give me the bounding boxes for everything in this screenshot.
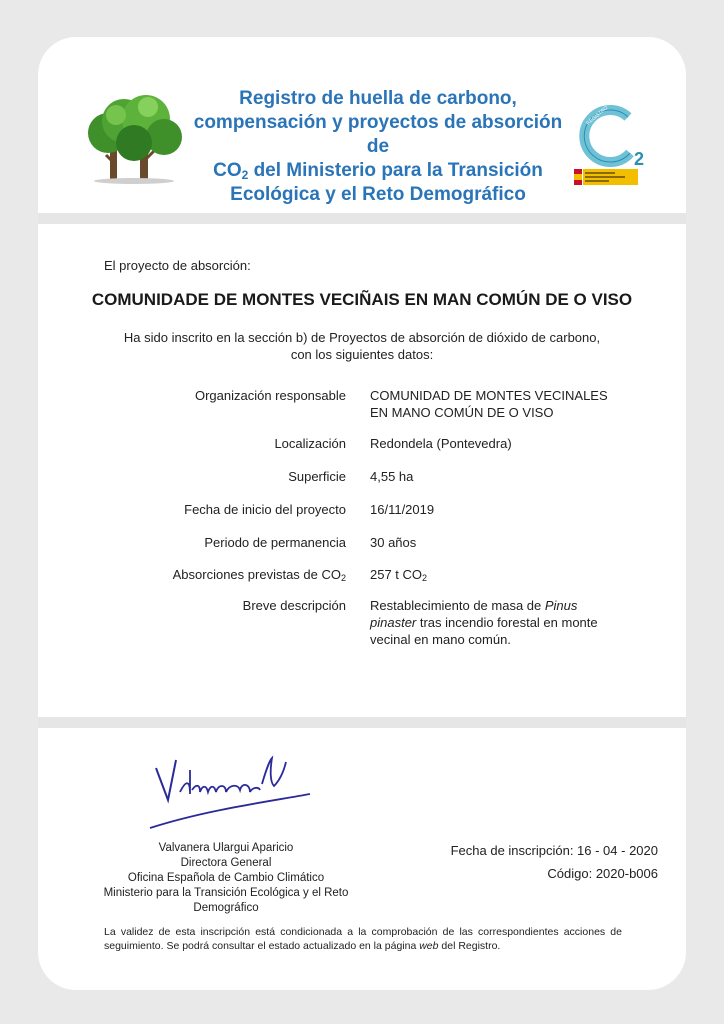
row-value: Redondela (Pontevedra) <box>370 436 512 451</box>
signer-block <box>96 841 356 916</box>
title-line-3: $CO_2$ del Ministerio para la Transición <box>213 160 543 182</box>
row-value: 30 años <box>370 535 417 550</box>
intro-text: Ha sido inscrito en la sección b) de Proyectos de absorción de dióxido de carbono, con los siguientes datos: <box>123 330 601 362</box>
co2-calculo-seal-icon <box>574 103 644 169</box>
title-line-1: Registro de huella de carbono, <box>239 88 517 109</box>
svg-text:2: 2 <box>634 149 644 169</box>
project-name: COMUNIDADE DE MONTES VECIÑAIS EN MAN COMÚN DE O VISO <box>91 290 633 309</box>
row-value: COMUNIDAD DE MONTES VECINALES EN MANO COMÚN DE O VISO <box>370 388 608 420</box>
svg-text:REGISTRO: REGISTRO <box>585 105 610 127</box>
row-value: 16/11/2019 <box>370 502 435 517</box>
row-label: Absorciones previstas de $CO_2$ <box>172 567 346 583</box>
row-label: Localización <box>274 436 346 451</box>
row-label: Organización responsable <box>194 388 346 403</box>
signer-role: Directora General <box>180 857 272 869</box>
signer-office: Oficina Española de Cambio Climático <box>127 872 325 884</box>
signer-name: Valvanera Ulargui Aparicio <box>158 842 294 854</box>
row-value: 4,55 ha <box>370 469 414 484</box>
trees-icon <box>86 93 186 185</box>
row-value: 257 t $CO_2$ <box>370 567 428 583</box>
government-badge-icon <box>574 169 638 185</box>
row-label: Superficie <box>288 469 346 484</box>
title-line-2: compensación y proyectos de absorción de <box>193 112 563 157</box>
validity-note: La validez de esta inscripción está condicionada a la comprobación de las correspondientes acciones de seguimiento. Se podrá consultar el estado actualizado en la página web del Registro. <box>104 926 622 952</box>
inscription-date: Fecha de inscripción: 16 - 04 - 2020 <box>450 843 658 858</box>
row-label: Breve descripción <box>242 598 346 613</box>
signature-image <box>146 740 316 832</box>
inscription-code: Código: 2020-b006 <box>547 866 658 881</box>
lead-text: El proyecto de absorción: <box>104 258 251 273</box>
separator <box>38 213 686 224</box>
registry-title <box>188 87 568 207</box>
row-label: Fecha de inicio del proyecto <box>184 502 346 517</box>
signer-ministry: Ministerio para la Transición Ecológica y el Reto Demográfico <box>103 887 349 914</box>
title-line-4: Ecológica y el Reto Demográfico <box>230 184 526 205</box>
row-value: Restablecimiento de masa de Pinus pinaster tras incendio forestal en monte vecinal en mano común. <box>370 598 598 647</box>
certificate-card <box>38 37 686 990</box>
separator <box>38 717 686 728</box>
row-label: Periodo de permanencia <box>204 535 346 550</box>
